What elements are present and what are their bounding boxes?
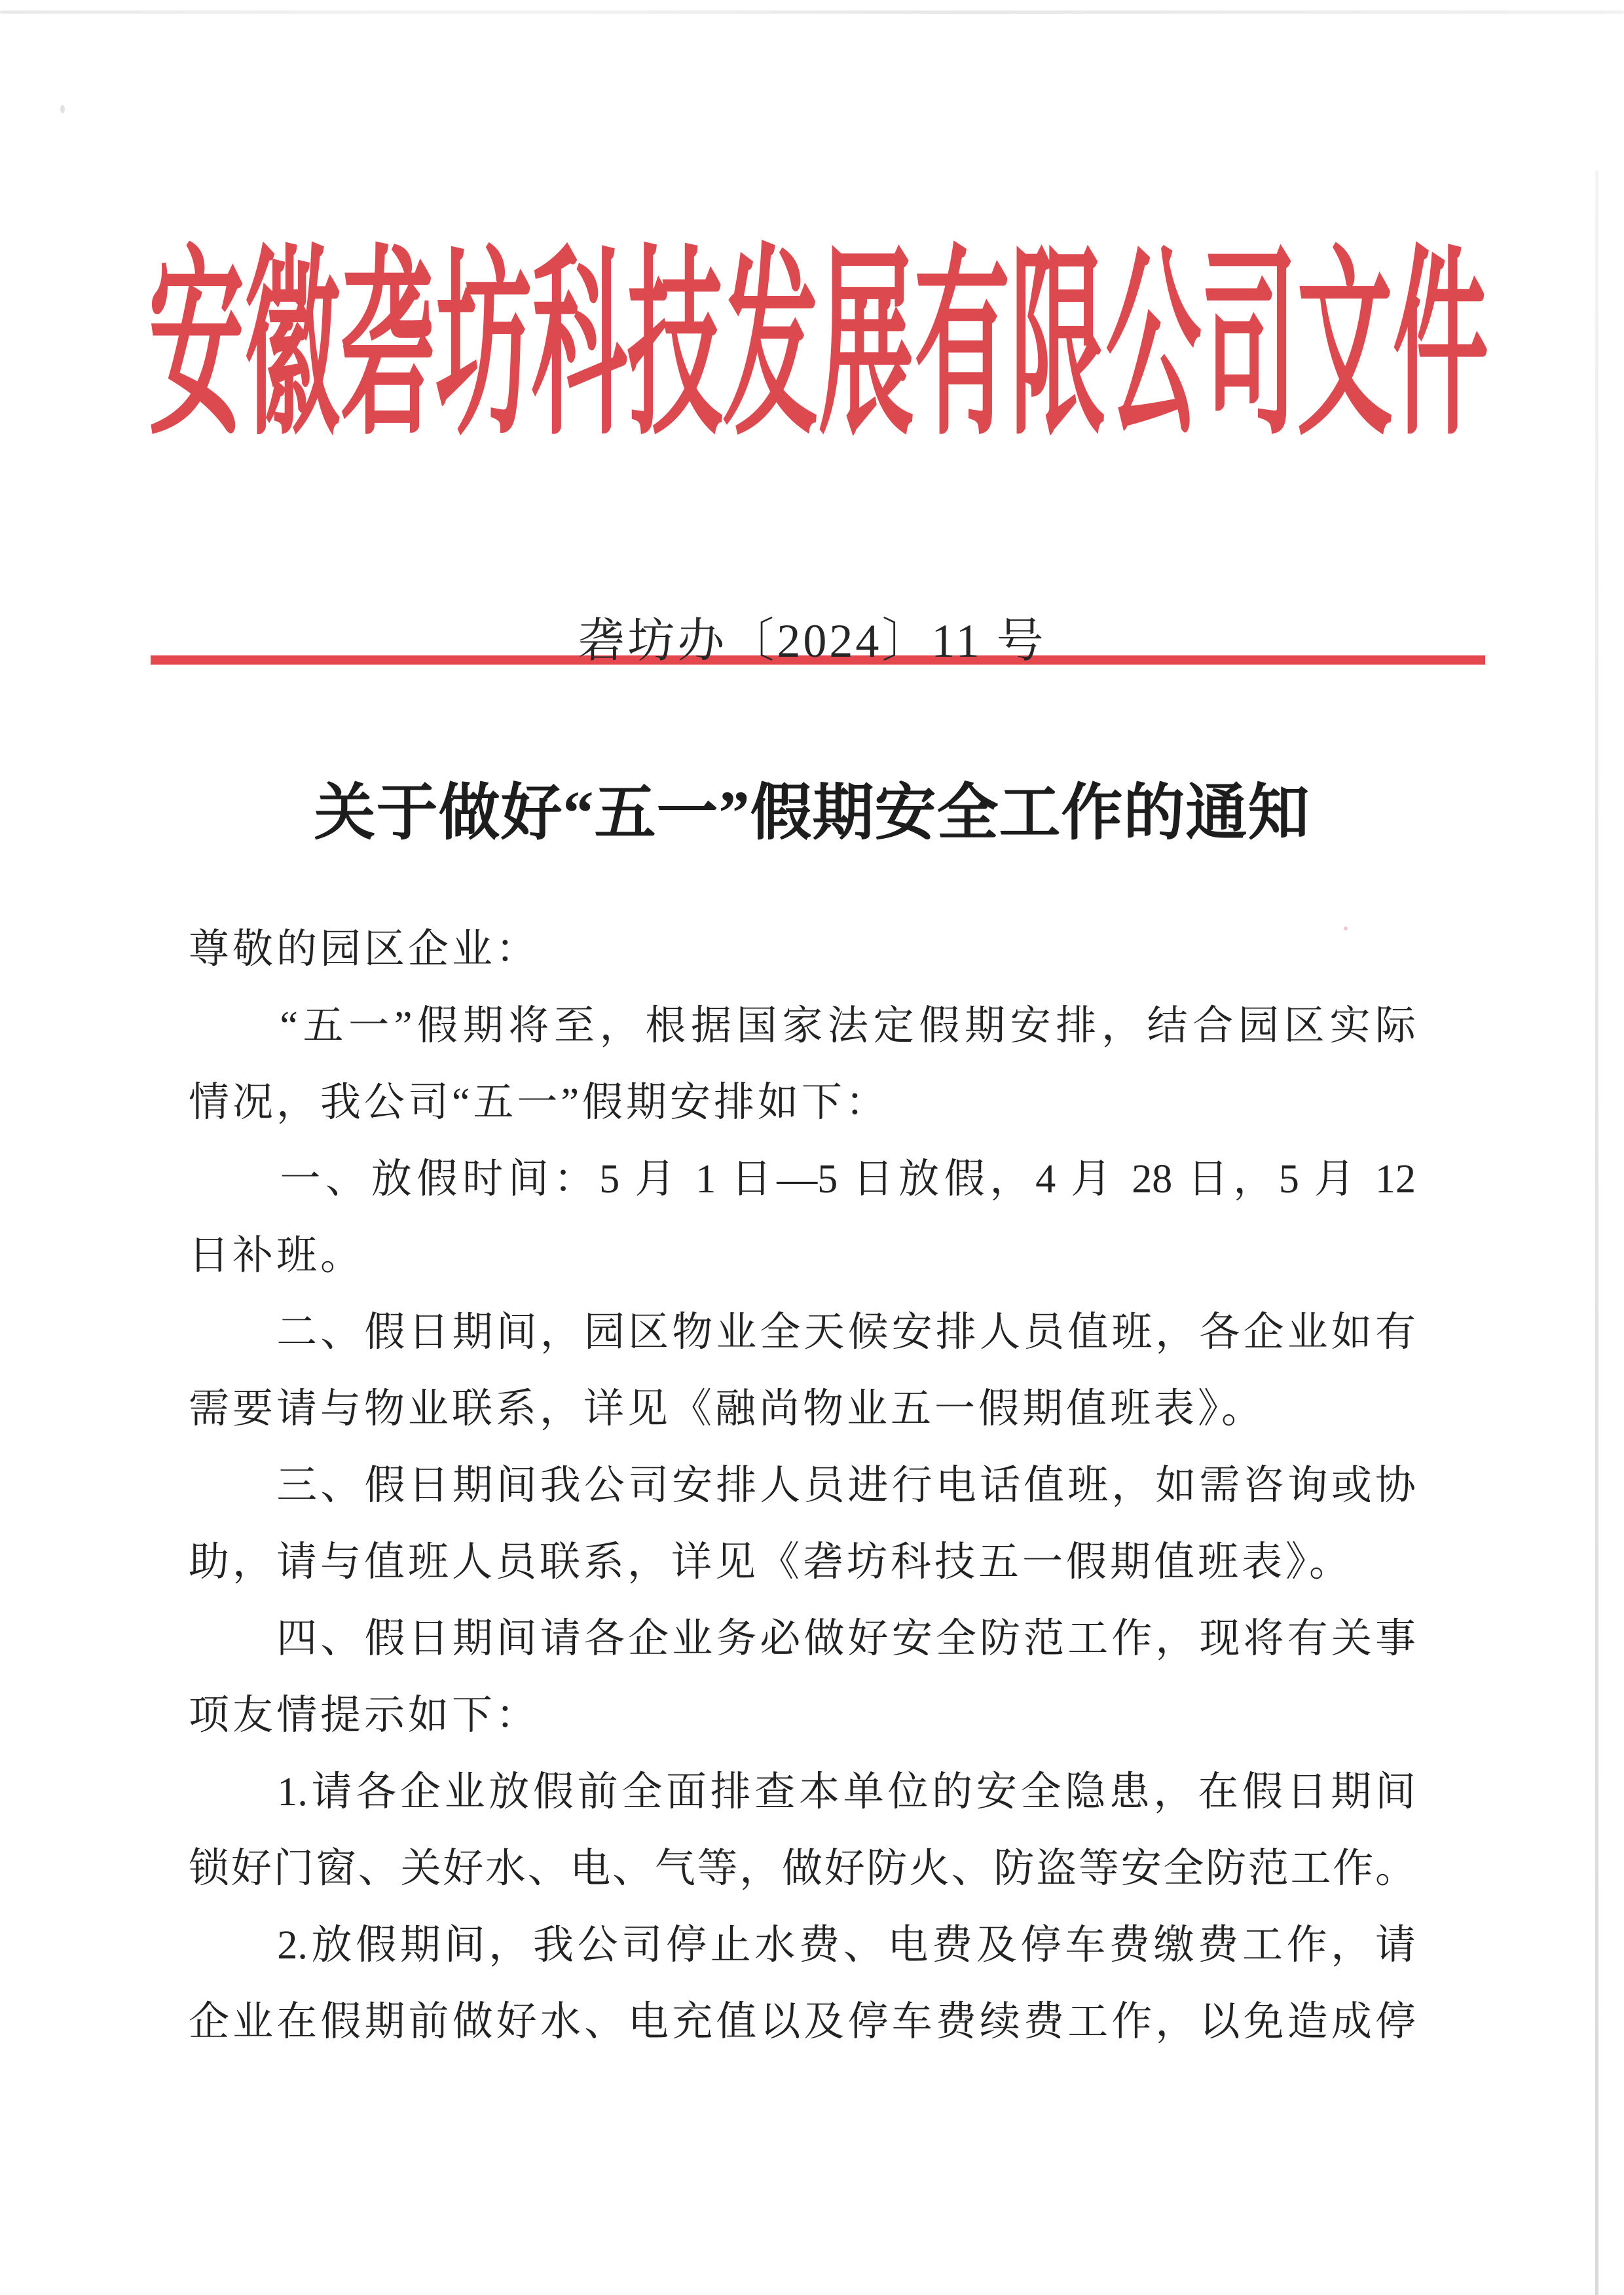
letterhead-char: 公 xyxy=(1105,234,1202,460)
notice-title: 关于做好“五一”假期安全工作的通知 xyxy=(314,779,1310,847)
body-line: 1.请各企业放假前全面排查本单位的安全隐患，在假日期间 xyxy=(189,1770,1416,1814)
letterhead-char: 安 xyxy=(149,234,244,460)
letterhead-char: 件 xyxy=(1392,234,1488,460)
body-line: 二、假日期间，园区物业全天候安排人员值班，各企业如有 xyxy=(189,1310,1416,1355)
body-line: 项友情提示如下： xyxy=(189,1693,540,1738)
letterhead-char: 科 xyxy=(531,234,627,460)
letterhead-title xyxy=(149,234,1488,460)
body-line: 情况，我公司“五一”假期安排如下： xyxy=(189,1080,890,1125)
letterhead-char: 文 xyxy=(1297,234,1393,460)
letterhead-char: 砻 xyxy=(340,234,436,460)
body-line: 日补班。 xyxy=(189,1234,365,1278)
body-line: 助，请与值班人员联系，详见《砻坊科技五一假期值班表》。 xyxy=(189,1540,1354,1585)
scan-artifact-top-edge xyxy=(0,10,1624,14)
notice-body xyxy=(189,911,1416,2061)
letterhead-char: 有 xyxy=(914,234,1010,460)
body-line: 四、假日期间请各企业务必做好安全防范工作，现将有关事 xyxy=(189,1617,1416,1661)
body-line: 需要请与物业联系，详见《融尚物业五一假期值班表》。 xyxy=(189,1387,1266,1431)
body-line: 企业在假期前做好水、电充值以及停车费续费工作，以免造成停 xyxy=(189,2000,1416,2044)
letterhead-char: 徽 xyxy=(244,234,341,460)
letterhead-char: 发 xyxy=(722,234,819,460)
letterhead-char: 坊 xyxy=(435,234,532,460)
letterhead-char: 展 xyxy=(818,234,914,460)
document-number: 砻坊办〔2024〕11 号 xyxy=(578,615,1046,667)
body-line: 2.放假期间，我公司停止水费、电费及停车费缴费工作，请 xyxy=(189,1923,1416,1968)
scan-artifact-right-edge xyxy=(1595,170,1598,2295)
scan-artifact-speck xyxy=(60,105,65,113)
body-line: 锁好门窗、关好水、电、气等，做好防火、防盗等安全防范工作。 xyxy=(189,1846,1416,1891)
letterhead-char: 限 xyxy=(1010,234,1106,460)
letterhead-char: 技 xyxy=(627,234,723,460)
body-line: “五一”假期将至，根据国家法定假期安排，结合园区实际 xyxy=(189,1004,1416,1048)
body-line: 三、假日期间我公司安排人员进行电话值班，如需咨询或协 xyxy=(189,1463,1416,1508)
letterhead-char: 司 xyxy=(1201,234,1297,460)
body-line: 一、放假时间：5 月 1 日—5 日放假，4 月 28 日，5 月 12 xyxy=(189,1157,1416,1202)
body-line: 尊敬的园区企业： xyxy=(189,927,540,972)
